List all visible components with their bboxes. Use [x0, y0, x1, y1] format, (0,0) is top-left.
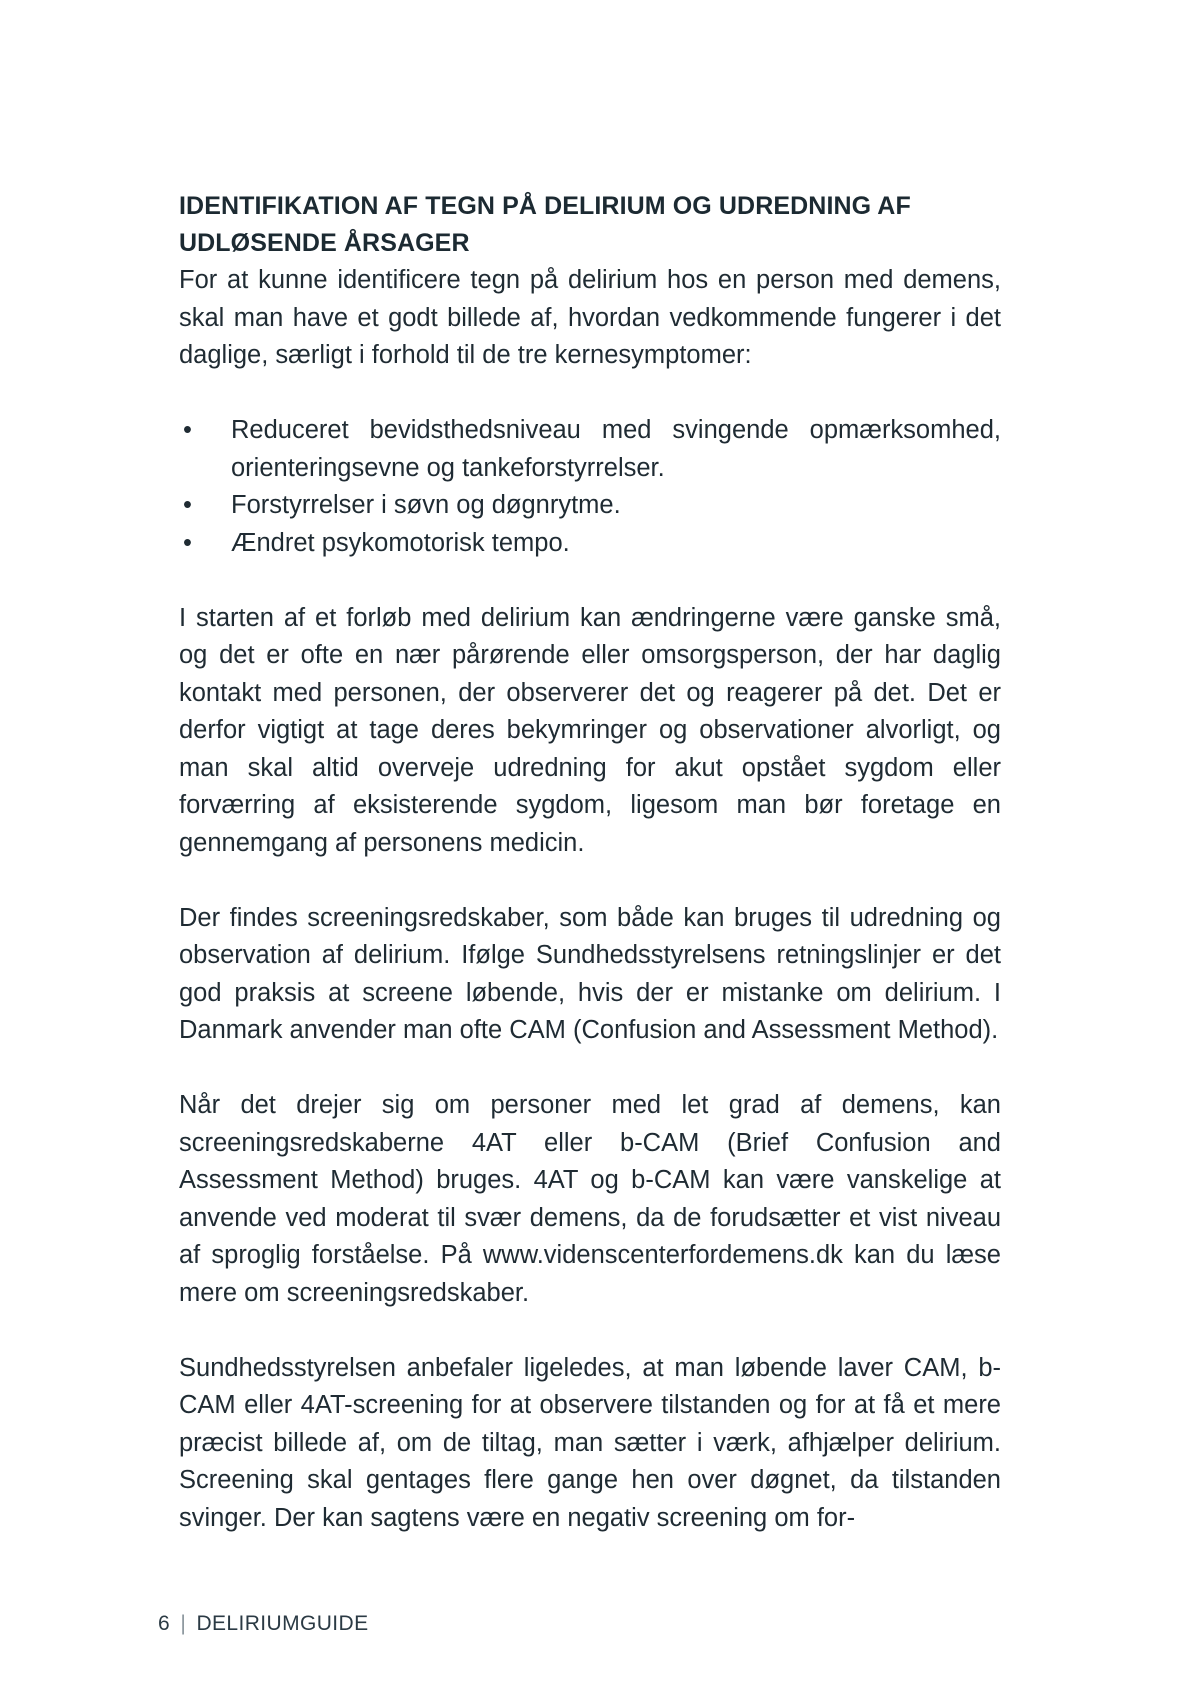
- symptom-list: [179, 412, 1001, 562]
- intro-paragraph: For at kunne identificere tegn på delirium hos en person med demens, skal man have et godt billede af, hvordan vedkommende fungerer i det daglige, særligt i forhold til de tre kernesymptomer:: [179, 266, 1001, 369]
- list-item: [179, 412, 1001, 487]
- page-content: [179, 188, 1001, 1537]
- list-item-text: Ændret psykomotorisk tempo.: [231, 528, 570, 557]
- page-number: 6: [158, 1612, 171, 1635]
- body-paragraph: Der findes screeningsredskaber, som både kan bruges til udredning og observation af delirium. Ifølge Sundhedsstyrelsens retningslinjer er det god praksis at screene løbende, hvis der er mistanke om delirium. I Danmark anvender man ofte CAM (Confusion and Assessment Method).: [179, 903, 1001, 1044]
- body-paragraph: I starten af et forløb med delirium kan ændringerne være ganske små, og det er ofte en nær pårørende eller omsorgsperson, der har daglig kontakt med personen, der observerer det og reagerer på det. Det er derfor vigtigt at tage deres bekymringer og observationer alvorligt, og man skal altid overveje udredning for akut opstået sygdom eller forværring af eksisterende sygdom, ligesom man bør foretage en gennemgang af personens medicin.: [179, 603, 1001, 857]
- body-paragraph: Når det drejer sig om personer med let grad af demens, kan screeningsredskaberne 4AT eller b-CAM (Brief Confusion and Assessment Method) bruges. 4AT og b-CAM kan være vanskelige at anvende ved moderat til svær demens, da de forudsætter et vist niveau af sproglig forståelse. På www.videnscenterfordemens.dk kan du læse mere om screeningsredskaber.: [179, 1091, 1001, 1307]
- spacer: [179, 862, 1001, 900]
- list-item-text: Reduceret bevidsthedsniveau med svingende opmærksomhed, orienteringsevne og tankeforstyrrelser.: [231, 416, 1001, 482]
- bullet-icon: •: [183, 491, 192, 519]
- bullet-icon: •: [183, 416, 192, 444]
- spacer: [179, 375, 1001, 413]
- bullet-icon: •: [183, 528, 192, 557]
- spacer: [179, 562, 1001, 600]
- footer-title: DELIRIUMGUIDE: [196, 1612, 369, 1635]
- list-item: [179, 525, 1001, 563]
- section-heading: IDENTIFIKATION AF TEGN PÅ DELIRIUM OG UDREDNING AF UDLØSENDE ÅRSAGER: [179, 192, 911, 257]
- spacer: [179, 1050, 1001, 1088]
- list-item: [179, 487, 1001, 525]
- spacer: [179, 1312, 1001, 1350]
- body-paragraph: Sundhedsstyrelsen anbefaler ligeledes, at man løbende laver CAM, b-CAM eller 4AT-screening for at observere tilstanden og for at få et mere præcist billede af, om de tiltag, man sætter i værk, afhjælper delirium. Screening skal gentages flere gange hen over døgnet, da tilstanden svinger. Der kan sagtens være en negativ screening om for-: [179, 1353, 1001, 1532]
- footer-separator: |: [180, 1612, 187, 1635]
- list-item-text: Forstyrrelser i søvn og døgnrytme.: [231, 491, 621, 519]
- page-footer: [158, 1610, 369, 1638]
